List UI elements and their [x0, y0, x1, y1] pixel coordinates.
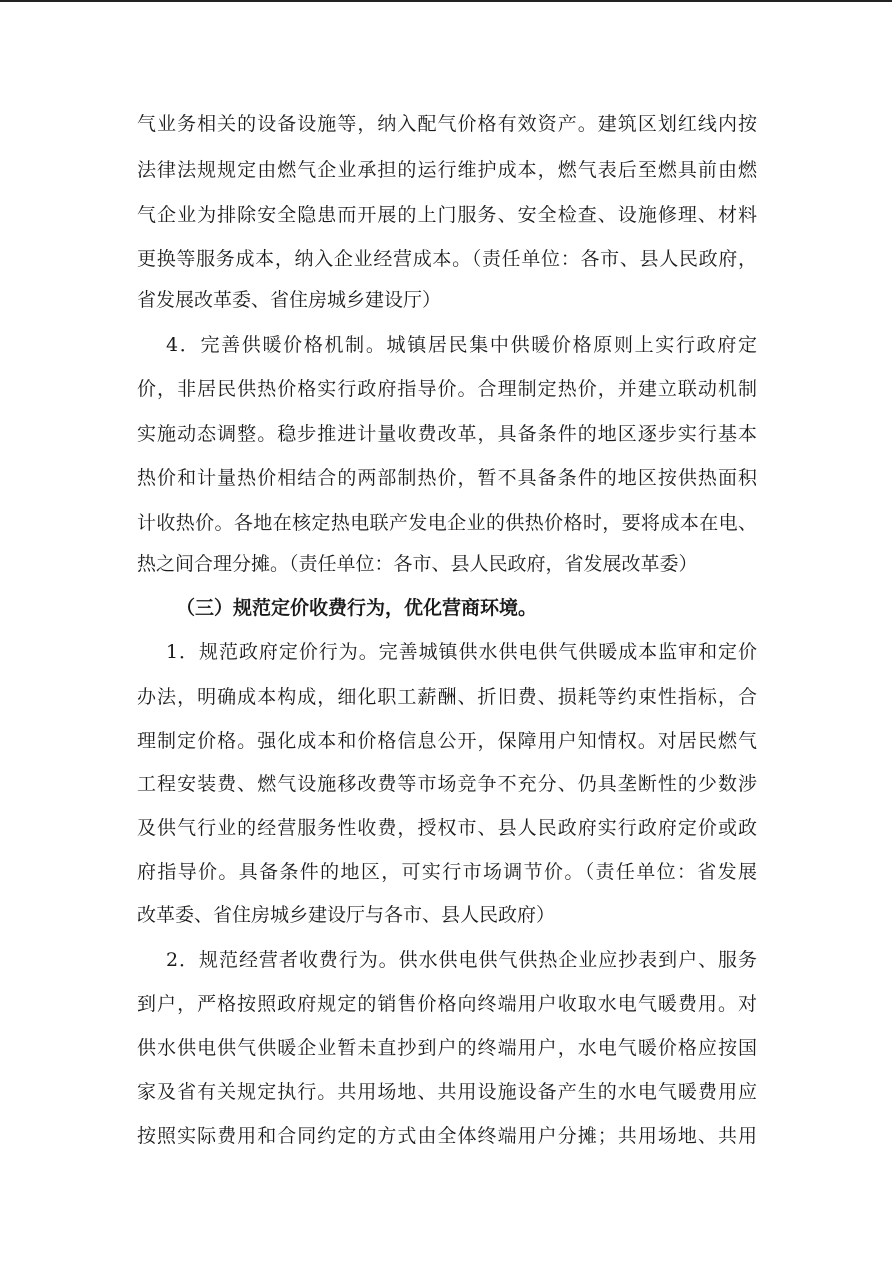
item-4-first-line: 4．完善供暖价格机制。城镇居民集中供暖价格原则上实行政府定: [166, 334, 757, 356]
body-text-line: 气企业为排除安全隐患而开展的上门服务、安全检查、设施修理、材料: [137, 204, 757, 226]
body-text-line: 气业务相关的设备设施等，纳入配气价格有效资产。建筑区划红线内按: [137, 113, 757, 135]
body-text-line: 热价和计量热价相结合的两部制热价，暂不具备条件的地区按供热面积: [137, 467, 757, 489]
item-2-first-line: 2．规范经营者收费行为。供水供电供气供热企业应抄表到户、服务: [166, 949, 757, 971]
body-text-line: 价，非居民供热价格实行政府指导价。合理制定热价，并建立联动机制: [137, 378, 757, 400]
body-text-line: 办法，明确成本构成，细化职工薪酬、折旧费、损耗等约束性指标，合: [137, 686, 757, 708]
item-1-first-line: 1．规范政府定价行为。完善城镇供水供电供气供暖成本监审和定价: [166, 641, 757, 663]
body-text-line: 及供气行业的经营服务性收费，授权市、县人民政府实行政府定价或政: [137, 817, 757, 839]
body-text-line: 实施动态调整。稳步推进计量收费改革，具备条件的地区逐步实行基本: [137, 423, 757, 445]
body-text-line: 热之间合理分摊。（责任单位：各市、县人民政府，省发展改革委）: [137, 553, 698, 575]
body-text-line: 供水供电供气供暖企业暂未直抄到户的终端用户，水电气暖价格应按国: [137, 1037, 757, 1059]
body-text-line: 府指导价。具备条件的地区，可实行市场调节价。（责任单位：省发展: [137, 861, 757, 883]
body-text-line: 工程安装费、燃气设施移改费等市场竞争不充分、仍具垄断性的少数涉: [137, 773, 757, 795]
body-text-line: 到户，严格按照政府规定的销售价格向终端用户收取水电气暖费用。对: [137, 993, 757, 1015]
body-text-line: 理制定价格。强化成本和价格信息公开，保障用户知情权。对居民燃气: [137, 730, 757, 752]
body-text-line: 法律法规规定由燃气企业承担的运行维护成本，燃气表后至燃具前由燃: [137, 159, 757, 181]
body-text-line: 家及省有关规定执行。共用场地、共用设施设备产生的水电气暖费用应: [137, 1081, 757, 1103]
body-text-line: 按照实际费用和合同约定的方式由全体终端用户分摊；共用场地、共用: [137, 1125, 757, 1147]
top-border-line: [0, 0, 892, 2]
section-heading: （三）规范定价收费行为，优化营商环境。: [176, 597, 538, 619]
body-text-line: 计收热价。各地在核定热电联产发电企业的供热价格时，要将成本在电、: [137, 512, 757, 534]
body-text-line: 改革委、省住房城乡建设厅与各市、县人民政府）: [137, 904, 556, 926]
body-text-line: 更换等服务成本，纳入企业经营成本。（责任单位：各市、县人民政府，: [137, 248, 757, 270]
body-text-line: 省发展改革委、省住房城乡建设厅）: [137, 289, 442, 311]
